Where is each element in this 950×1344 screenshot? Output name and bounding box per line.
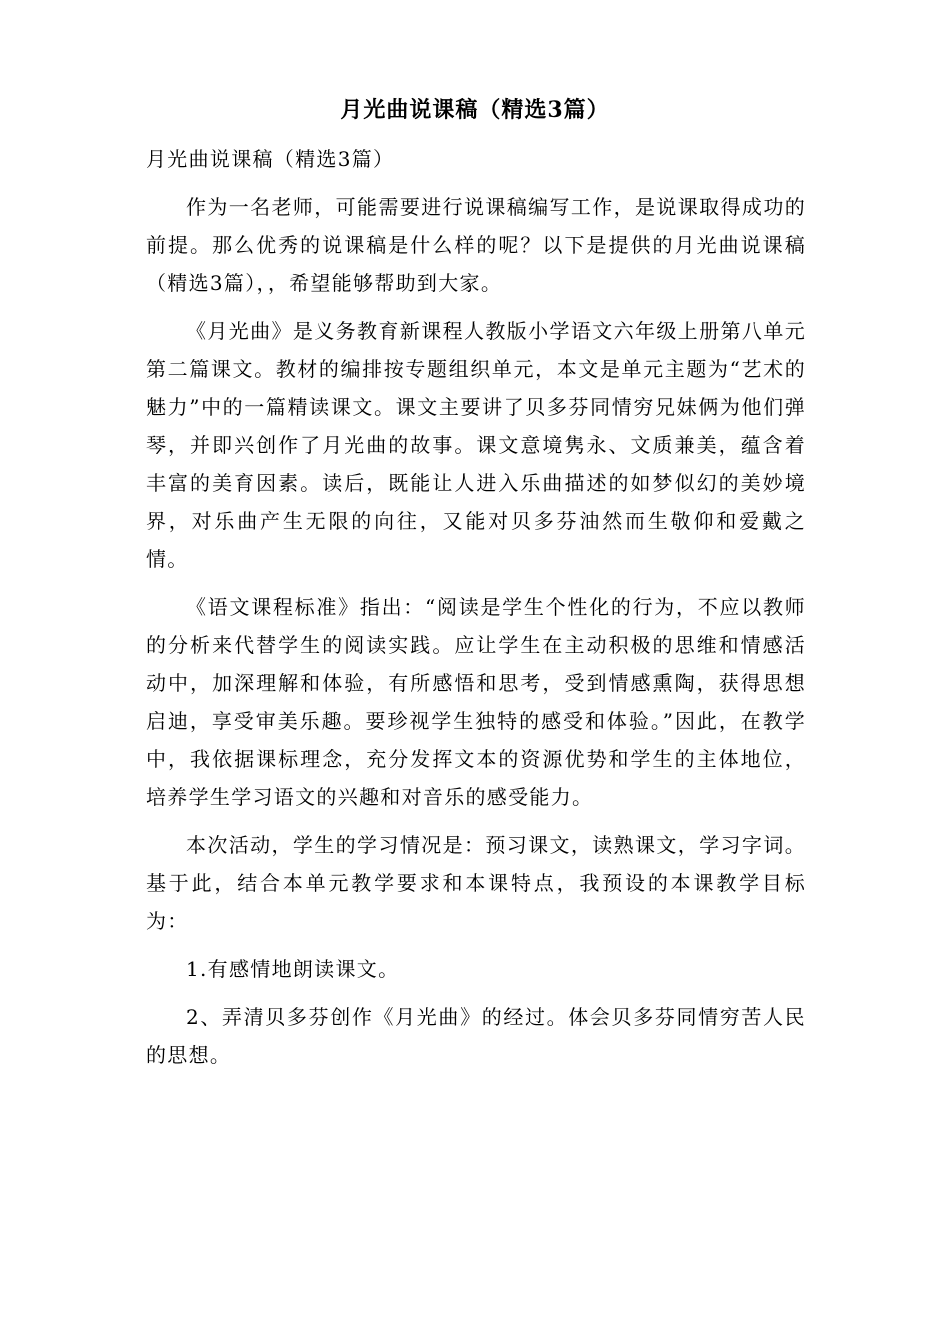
document-body <box>146 140 806 1084</box>
activity-paragraph: 本次活动，学生的学习情况是：预习课文，读熟课文，学习字词。基于此，结合本单元教学要求和本课特点，我预设的本课教学目标为： <box>146 833 806 933</box>
subtitle-paragraph: 月光曲说课稿（精选3篇） <box>146 147 395 171</box>
intro-paragraph: 作为一名老师，可能需要进行说课稿编写工作，是说课取得成功的前提。那么优秀的说课稿是什么样的呢？以下是提供的月光曲说课稿（精选3篇），，希望能够帮助到大家。 <box>146 195 806 295</box>
goal-item-1: 1.有感情地朗读课文。 <box>186 957 400 981</box>
goal-item-2: 2、弄清贝多芬创作《月光曲》的经过。体会贝多芬同情穷苦人民的思想。 <box>146 1005 806 1067</box>
textbook-paragraph: 《月光曲》是义务教育新课程人教版小学语文六年级上册第八单元第二篇课文。教材的编排按专题组织单元，本文是单元主题为“艺术的魅力”中的一篇精读课文。课文主要讲了贝多芬同情穷兄妹俩为他们弹琴，并即兴创作了月光曲的故事。课文意境隽永、文质兼美，蕴含着丰富的美育因素。读后，既能让人进入乐曲描述的如梦似幻的美妙境界，对乐曲产生无限的向往，又能对贝多芬油然而生敬仰和爱戴之情。 <box>146 319 806 571</box>
document-title: 月光曲说课稿（精选3篇） <box>340 97 610 123</box>
curriculum-paragraph: 《语文课程标准》指出：“阅读是学生个性化的行为，不应以教师的分析来代替学生的阅读实践。应让学生在主动积极的思维和情感活动中，加深理解和体验，有所感悟和思考，受到情感熏陶，获得思想启迪，享受审美乐趣。要珍视学生独特的感受和体验。”因此，在教学中，我依据课标理念，充分发挥文本的资源优势和学生的主体地位，培养学生学习语文的兴趣和对音乐的感受能力。 <box>146 595 806 809</box>
